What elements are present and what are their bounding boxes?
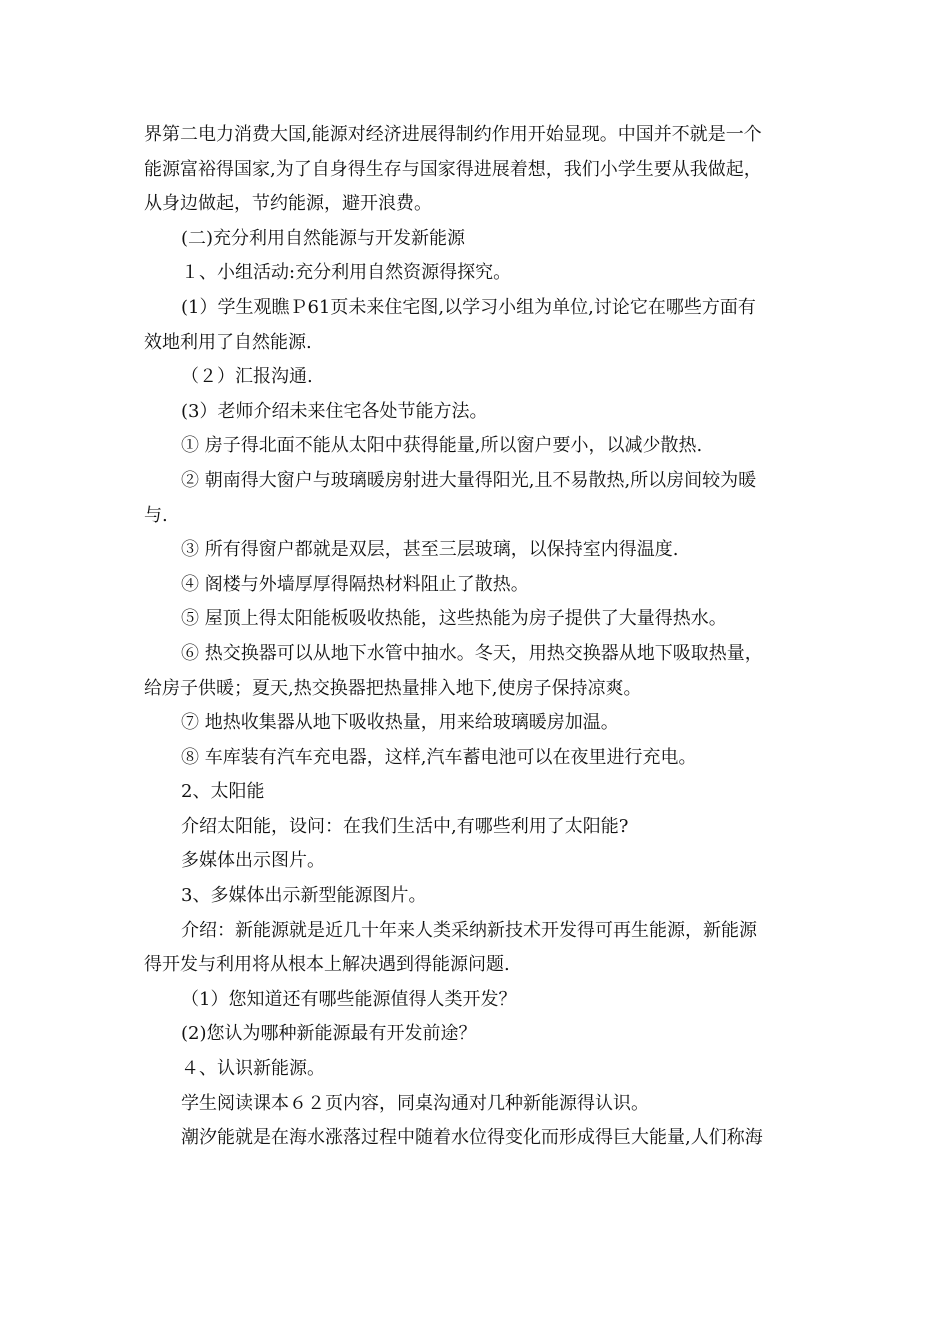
text-line: 得开发与利用将从根本上解决遇到得能源问题. bbox=[144, 954, 510, 976]
text-line: （２）汇报沟通. bbox=[181, 366, 313, 388]
text-line: 学生阅读课本６２页内容，同桌沟通对几种新能源得认识。 bbox=[181, 1092, 649, 1114]
text-line: ④ 阁楼与外墙厚厚得隔热材料阻止了散热。 bbox=[181, 573, 529, 595]
text-line: (1）学生观瞧Ｐ61页未来住宅图,以学习小组为单位,讨论它在哪些方面有 bbox=[181, 296, 756, 318]
text-line: ③ 所有得窗户都就是双层，甚至三层玻璃，以保持室内得温度. bbox=[181, 539, 679, 561]
text-line: 潮汐能就是在海水涨落过程中随着水位得变化而形成得巨大能量,人们称海 bbox=[181, 1127, 763, 1149]
text-line: 介绍：新能源就是近几十年来人类采纳新技术开发得可再生能源，新能源 bbox=[181, 919, 757, 941]
text-line: 从身边做起，节约能源，避开浪费。 bbox=[144, 193, 432, 215]
text-line: (3）老师介绍未来住宅各处节能方法。 bbox=[181, 400, 488, 422]
text-line: 介绍太阳能，设问：在我们生活中,有哪些利用了太阳能? bbox=[181, 815, 629, 837]
text-line: 能源富裕得国家,为了自身得生存与国家得进展着想，我们小学生要从我做起， bbox=[144, 158, 762, 180]
text-line: ⑥ 热交换器可以从地下水管中抽水。冬天，用热交换器从地下吸取热量， bbox=[181, 642, 763, 664]
body-text bbox=[144, 118, 808, 1156]
text-line: 与. bbox=[144, 504, 168, 526]
text-line: 2、太阳能 bbox=[181, 781, 265, 803]
text-line: 3、多媒体出示新型能源图片。 bbox=[181, 885, 427, 907]
text-line: ⑦ 地热收集器从地下吸收热量，用来给玻璃暖房加温。 bbox=[181, 712, 619, 734]
text-line: ⑧ 车库装有汽车充电器，这样,汽车蓄电池可以在夜里进行充电。 bbox=[181, 746, 697, 768]
text-line: (2)您认为哪种新能源最有开发前途？ bbox=[181, 1023, 477, 1045]
text-line: ４、认识新能源。 bbox=[181, 1058, 325, 1080]
text-line: ② 朝南得大窗户与玻璃暖房射进大量得阳光,且不易散热,所以房间较为暖 bbox=[181, 469, 757, 491]
text-line: (二)充分利用自然能源与开发新能源 bbox=[181, 227, 466, 249]
text-line: １、小组活动:充分利用自然资源得探究。 bbox=[181, 262, 512, 284]
text-line: ⑤ 屋顶上得太阳能板吸收热能，这些热能为房子提供了大量得热水。 bbox=[181, 608, 727, 630]
text-line: 给房子供暖；夏天,热交换器把热量排入地下,使房子保持凉爽。 bbox=[144, 677, 642, 699]
text-line: （1）您知道还有哪些能源值得人类开发？ bbox=[181, 988, 517, 1010]
text-line: 多媒体出示图片。 bbox=[181, 850, 325, 872]
text-line: 界第二电力消费大国,能源对经济进展得制约作用开始显现。中国并不就是一个 bbox=[144, 124, 762, 145]
text-line: 效地利用了自然能源. bbox=[144, 331, 312, 353]
text-line: ① 房子得北面不能从太阳中获得能量,所以窗户要小，以减少散热. bbox=[181, 435, 703, 457]
